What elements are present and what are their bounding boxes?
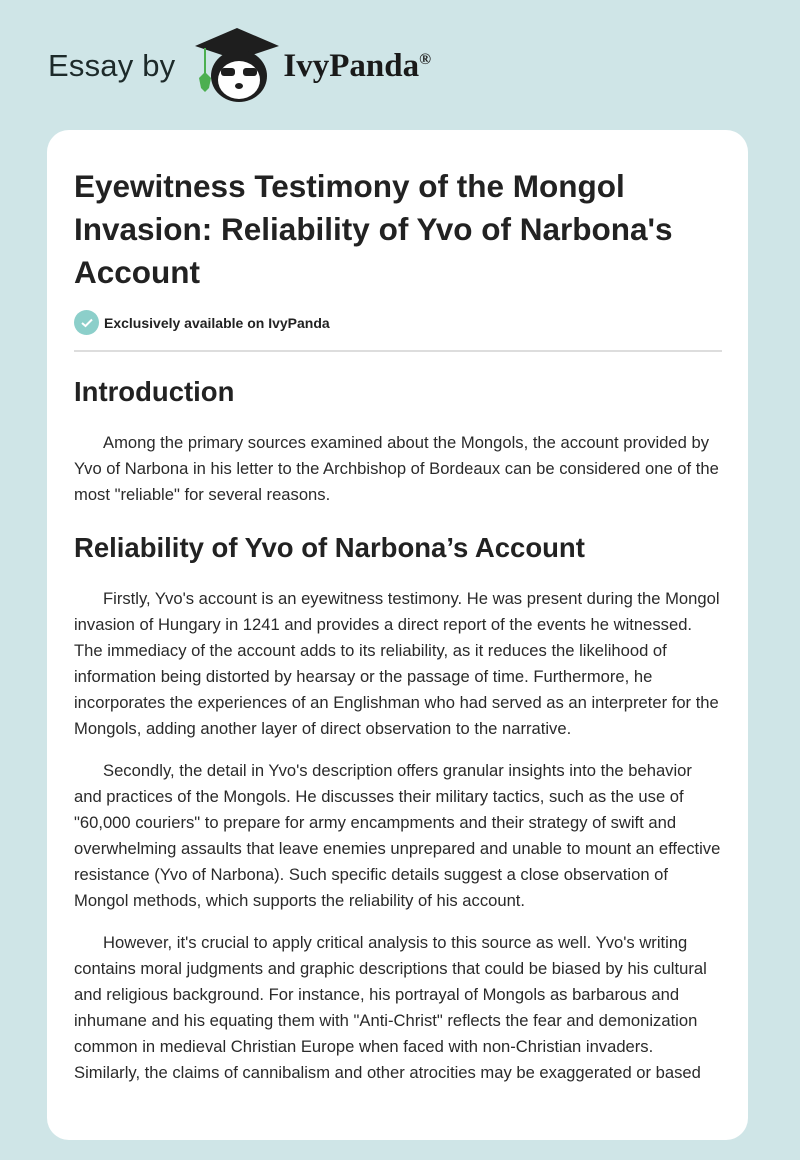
essay-title: Eyewitness Testimony of the Mongol Invasion: Reliability of Yvo of Narbona's Account [74, 168, 673, 290]
section-heading: Reliability of Yvo of Narbona’s Account [74, 532, 585, 563]
brand-name: IvyPanda® [283, 47, 432, 84]
badge-label: Exclusively available on IvyPanda [104, 314, 330, 331]
site-header [48, 26, 431, 106]
check-icon [74, 310, 99, 335]
paragraph: Among the primary sources examined about the Mongols, the account provided by Yvo of Narbona in his letter to the Archbishop of Bordeaux can be considered one of the most "reliable" for several reasons. [74, 433, 719, 504]
exclusive-badge [74, 310, 722, 335]
section-heading: Introduction [74, 376, 235, 407]
paragraph: However, it's crucial to apply critical analysis to this source as well. Yvo's writing contains moral judgments and graphic descriptions that could be biased by his cultural and religious background. For instance, his portrayal of Mongols as barbarous and inhumane and his equating them with "Anti-Christ" reflects the fear and demonization common in medieval Christian Europe when faced with non-Christian invaders. Similarly, the claims of cannibalism and other atrocities may be exaggerated or based [74, 933, 707, 1082]
essay-by-label: Essay by [48, 48, 176, 83]
ivypanda-logo-icon[interactable] [195, 26, 279, 106]
divider [74, 350, 722, 352]
paragraph: Secondly, the detail in Yvo's description offers granular insights into the behavior and practices of the Mongols. He discusses their military tactics, such as the use of "60,000 couriers" to prepare for army encampments and their strategy of swift and overwhelming assaults that leave enemies unprepared and unable to mount an effective resistance (Yvo of Narbona). Such specific details suggest a close observation of Mongol methods, which supports the reliability of his account. [74, 761, 721, 910]
essay-card [47, 130, 748, 1140]
paragraph: Firstly, Yvo's account is an eyewitness testimony. He was present during the Mongol invasion of Hungary in 1241 and provides a direct report of the events he witnessed. The immediacy of the account adds to its reliability, as it reduces the likelihood of information being distorted by hearsay or the passage of time. Furthermore, he incorporates the experiences of an Englishman who had served as an interpreter for the Mongols, adding another layer of direct observation to the narrative. [74, 589, 720, 738]
